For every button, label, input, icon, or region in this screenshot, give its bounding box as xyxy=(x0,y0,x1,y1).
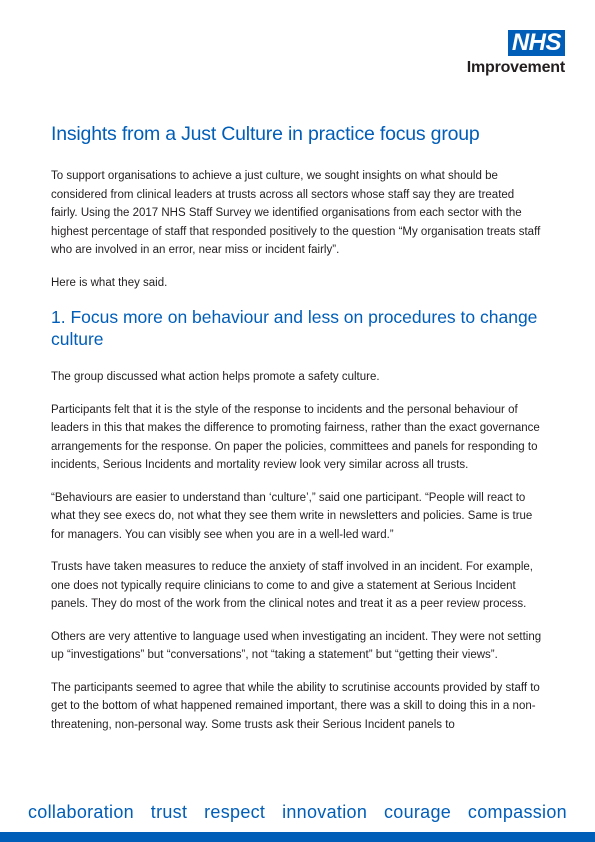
value-word: respect xyxy=(204,802,266,822)
intro-paragraph: Here is what they said. xyxy=(51,276,168,289)
logo-subtitle: Improvement xyxy=(466,59,565,76)
body-paragraph: “Behaviours are easier to understand than ‘culture’,” said one participant. “People will react to what they see execs do, not what they see them write in newsletters and policies. Same is true for managers. You can visibly see when you are in a well-led ward.” xyxy=(51,491,533,541)
body-paragraph: The group discussed what action helps promote a safety culture. xyxy=(51,371,380,383)
value-word: trust xyxy=(150,802,188,822)
body-paragraph: Participants felt that it is the style of the response to incidents and the personal behaviour of leaders in this that makes the difference to promoting fairness, rather than the exact governance arrangements for the response. On paper the policies, committees and panels for responding to incidents, Serious Incidents and mortality review look very similar across all trusts. xyxy=(51,403,540,471)
values-footer xyxy=(28,802,567,823)
value-word: collaboration xyxy=(28,802,134,822)
body-paragraph: Trusts have taken measures to reduce the anxiety of staff involved in an incident. For example, one does not typically require clinicians to come to and give a statement at Serious Incident panels. They do most of the work from the clinical notes and treat it as a peer review process. xyxy=(51,561,533,610)
nhs-logo-mark: NHS xyxy=(508,30,565,56)
body-paragraph: Others are very attentive to language used when investigating an incident. They were not setting up “investigations” but “conversations”, not “taking a statement” but “getting their views”. xyxy=(51,630,542,661)
value-word: compassion xyxy=(467,802,567,822)
intro-paragraph: To support organisations to achieve a just culture, we sought insights on what should be considered from clinical leaders at trusts across all sectors whose staff say they are treated fairly. Using the 2017 NHS Staff Survey we identified organisations from each sector with the highest percentage of staff that responded positively to the question “My organisation treats staff who are involved in an error, near miss or incident fairly”. xyxy=(51,170,541,256)
page-title: Insights from a Just Culture in practice focus group xyxy=(51,123,480,145)
nhs-improvement-logo xyxy=(467,30,565,77)
value-word: courage xyxy=(383,802,452,822)
value-word: innovation xyxy=(282,802,368,822)
document-body xyxy=(51,122,543,748)
section-heading: 1. Focus more on behaviour and less on procedures to change culture xyxy=(51,307,538,349)
body-paragraph: The participants seemed to agree that while the ability to scrutinise accounts provided by staff to get to the bottom of what happened remained important, there was a skill to doing this in a non-threatening, non-personal way. Some trusts ask their Serious Incident panels to xyxy=(51,681,540,731)
footer-bar xyxy=(0,832,595,842)
